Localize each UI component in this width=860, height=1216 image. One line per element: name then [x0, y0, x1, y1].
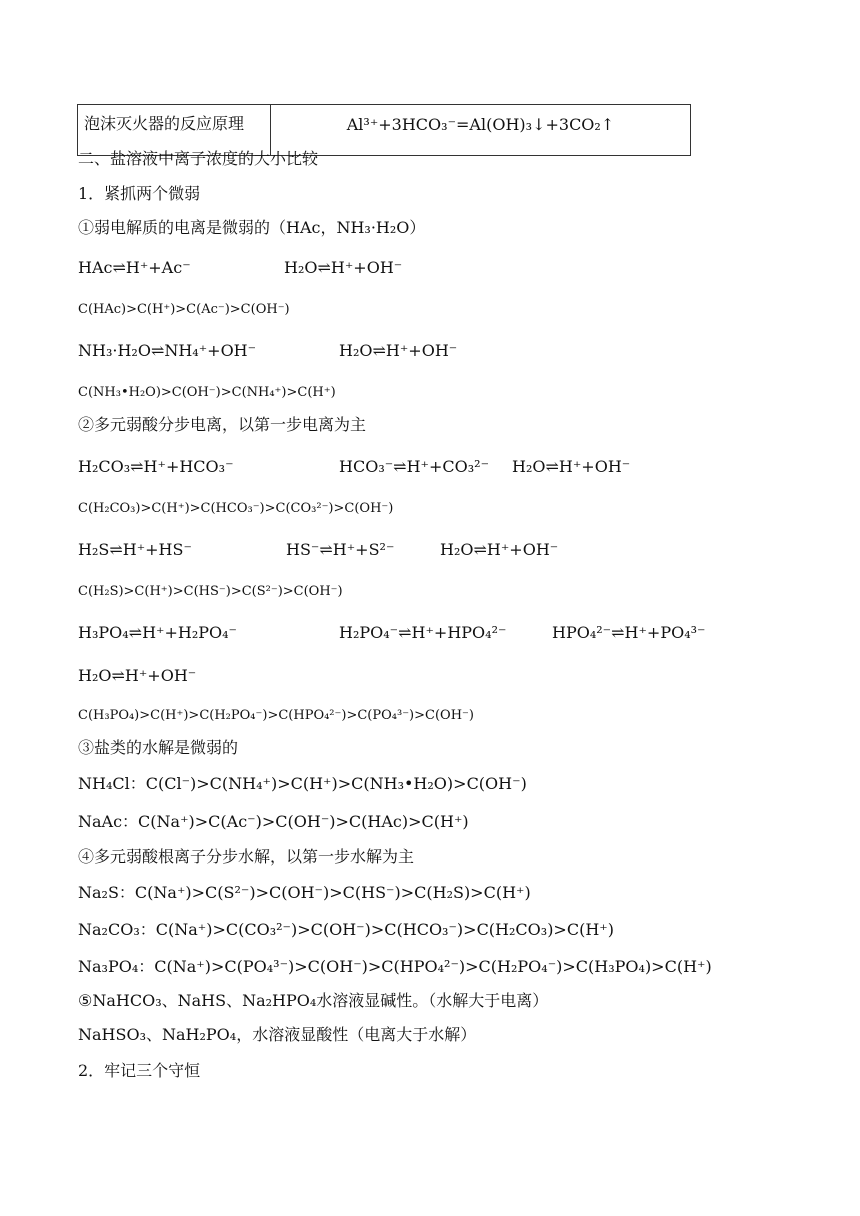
ionization-equation: H₂CO₃⇌H⁺+HCO₃⁻ [78, 457, 234, 476]
table-equation-cell: Al³⁺+3HCO₃⁻=Al(OH)₃↓+3CO₂↑ [271, 105, 691, 156]
ionization-equation: NH₃·H₂O⇌NH₄⁺+OH⁻ [78, 341, 257, 360]
water-ionization-equation: H₂O⇌H⁺+OH⁻ [284, 258, 403, 277]
section-heading: 二、盐溶液中离子浓度的大小比较 [78, 149, 319, 168]
ionization-equation: H₂S⇌H⁺+HS⁻ [78, 540, 192, 559]
ionization-equation: H₃PO₄⇌H⁺+H₂PO₄⁻ [78, 623, 237, 642]
point-heading: ⑤NaHCO₃、NaHS、Na₂HPO₄水溶液显碱性。（水解大于电离） [78, 991, 549, 1010]
water-ionization-equation: H₂O⇌H⁺+OH⁻ [440, 540, 559, 559]
concentration-order: C(H₃PO₄)>C(H⁺)>C(H₂PO₄⁻)>C(HPO₄²⁻)>C(PO₄³⁻)>C(OH⁻) [78, 708, 474, 723]
point-heading: ③盐类的水解是微弱的 [78, 738, 239, 757]
ionization-equation: HCO₃⁻⇌H⁺+CO₃²⁻ [339, 457, 490, 476]
salt-concentration-order: Na₂S：C(Na⁺)>C(S²⁻)>C(OH⁻)>C(HS⁻)>C(H₂S)>C(H⁺) [78, 883, 531, 902]
ionization-equation: HAc⇌H⁺+Ac⁻ [78, 258, 191, 277]
point-heading: ②多元弱酸分步电离，以第一步电离为主 [78, 415, 367, 434]
water-ionization-equation: H₂O⇌H⁺+OH⁻ [78, 666, 197, 685]
salt-concentration-order: NaAc：C(Na⁺)>C(Ac⁻)>C(OH⁻)>C(HAc)>C(H⁺) [78, 812, 469, 831]
subsection-heading: 1．紧抓两个微弱 [78, 184, 201, 203]
table-row [78, 105, 691, 156]
subsection-heading: 2．牢记三个守恒 [78, 1061, 201, 1080]
table-label-cell: 泡沫灭火器的反应原理 [78, 105, 271, 156]
point-heading: ①弱电解质的电离是微弱的（HAc，NH₃·H₂O） [78, 218, 426, 237]
ionization-equation: HS⁻⇌H⁺+S²⁻ [286, 540, 395, 559]
water-ionization-equation: H₂O⇌H⁺+OH⁻ [512, 457, 631, 476]
water-ionization-equation: H₂O⇌H⁺+OH⁻ [339, 341, 458, 360]
salt-concentration-order: Na₂CO₃：C(Na⁺)>C(CO₃²⁻)>C(OH⁻)>C(HCO₃⁻)>C(H₂CO₃)>C(H⁺) [78, 920, 614, 939]
point-heading: ④多元弱酸根离子分步水解，以第一步水解为主 [78, 847, 415, 866]
ionization-equation: HPO₄²⁻⇌H⁺+PO₄³⁻ [552, 623, 706, 642]
salt-concentration-order: NH₄Cl：C(Cl⁻)>C(NH₄⁺)>C(H⁺)>C(NH₃•H₂O)>C(OH⁻) [78, 774, 527, 793]
concentration-order: C(H₂S)>C(H⁺)>C(HS⁻)>C(S²⁻)>C(OH⁻) [78, 584, 343, 599]
concentration-order: C(H₂CO₃)>C(H⁺)>C(HCO₃⁻)>C(CO₃²⁻)>C(OH⁻) [78, 501, 394, 516]
body-text: NaHSO₃、NaH₂PO₄，水溶液显酸性（电离大于水解） [78, 1025, 477, 1044]
salt-concentration-order: Na₃PO₄：C(Na⁺)>C(PO₄³⁻)>C(OH⁻)>C(HPO₄²⁻)>C(H₂PO₄⁻)>C(H₃PO₄)>C(H⁺) [78, 957, 712, 976]
concentration-order: C(NH₃•H₂O)>C(OH⁻)>C(NH₄⁺)>C(H⁺) [78, 385, 336, 400]
ionization-equation: H₂PO₄⁻⇌H⁺+HPO₄²⁻ [339, 623, 507, 642]
concentration-order: C(HAc)>C(H⁺)>C(Ac⁻)>C(OH⁻) [78, 302, 290, 317]
